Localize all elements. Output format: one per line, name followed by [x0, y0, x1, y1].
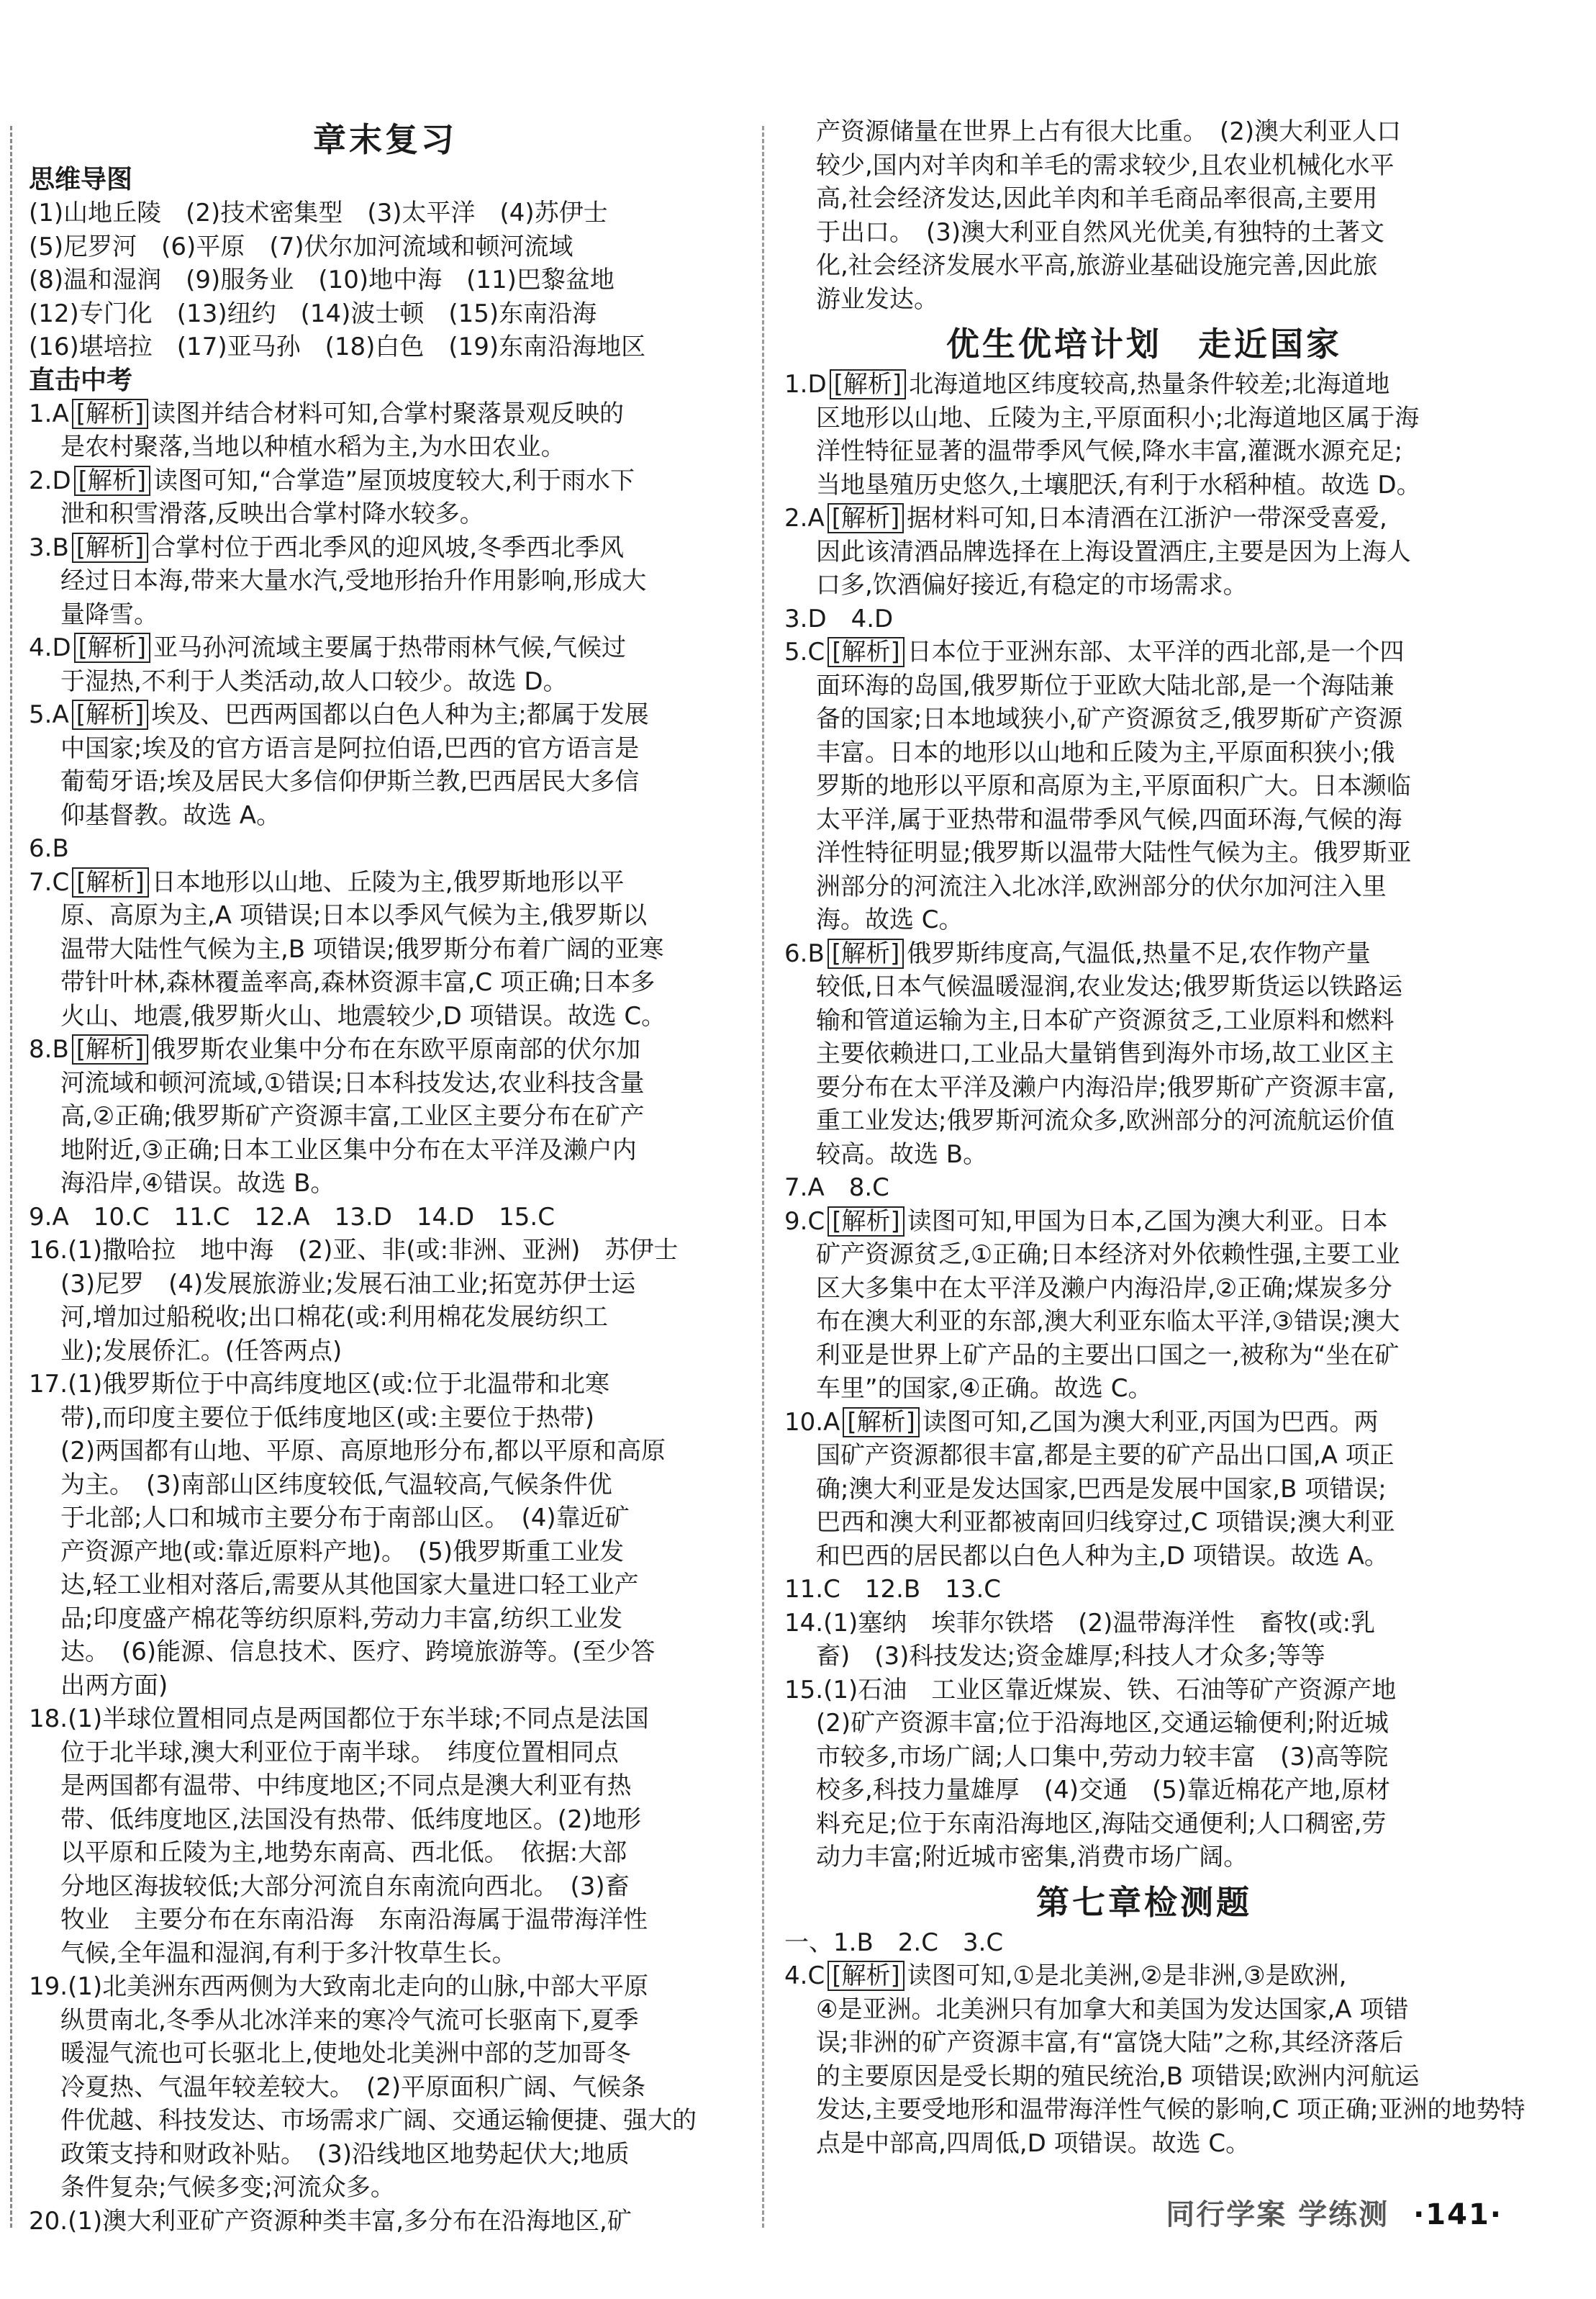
answer-continuation-line: 量降雪。	[60, 600, 158, 629]
answer-first-line	[784, 368, 1504, 402]
answer-item	[29, 531, 741, 632]
answer-text: (1)澳大利亚矿产资源种类丰富,多分布在沿海地区,矿	[68, 2206, 632, 2236]
answer-continuation-line: 和巴西的居民都以白色人种为主,D 项错误。故选 A。	[816, 1541, 1389, 1571]
answer-item	[29, 866, 741, 1034]
answer-number: 14.	[784, 1608, 824, 1638]
answer-continuation-line: 重工业发达;俄罗斯河流众多,欧洲部分的河流航运价值	[816, 1106, 1395, 1135]
answer-continuation-line: 布在澳大利亚的东部,澳大利亚东临太平洋,③错误;澳大	[816, 1307, 1400, 1336]
answer-first-line	[784, 636, 1504, 669]
answer-item	[784, 1171, 1504, 1205]
answer-text: (1)石油 工业区靠近煤炭、铁、石油等矿产资源产地	[823, 1675, 1397, 1704]
answer-item	[29, 1033, 741, 1201]
answer-continuation-line: 市较多,市场广阔;人口集中,劳动力较丰富 (3)高等院	[816, 1742, 1389, 1771]
answer-text: 读图并结合材料可知,合掌村聚落景观反映的	[151, 399, 625, 428]
analysis-tag: [解析]	[72, 867, 149, 898]
answer-continuation-line: 政策支持和财政补贴。 (3)沿线地区地势起伏大;地质	[60, 2139, 630, 2169]
answer-item	[29, 832, 741, 866]
answer-continuation-line: 达。 (6)能源、信息技术、医疗、跨境旅游等。(至少答	[60, 1638, 656, 1666]
answer-continuation-line: 要分布在太平洋及濑户内海沿岸;俄罗斯矿产资源丰富,	[816, 1072, 1395, 1102]
answer-continuation-line: 原、高原为主,A 项错误;日本以季风气候为主,俄罗斯以	[60, 901, 648, 930]
answer-item	[784, 1573, 1504, 1607]
answer-first-line	[29, 832, 741, 866]
answer-text: (1)塞纳 埃菲尔铁塔 (2)温带海洋性 畜牧(或:乳	[823, 1608, 1376, 1638]
column-divider	[762, 126, 764, 2228]
answer-continuation-line: 畜) (3)科技发达;资金雄厚;科技人才众多;等等	[816, 1642, 1325, 1671]
answer-first-line	[29, 698, 741, 732]
analysis-tag: [解析]	[843, 1407, 920, 1437]
answer-text: 俄罗斯农业集中分布在东欧平原南部的伏尔加	[151, 1035, 641, 1064]
answer-first-line	[784, 1573, 1504, 1607]
analysis-tag: [解析]	[828, 503, 904, 533]
answer-continuation-line: 火山、地震,俄罗斯火山、地震较少,D 项错误。故选 C。	[60, 1001, 666, 1031]
answer-text: 合掌村位于西北季风的迎风坡,冬季西北季风	[151, 533, 625, 562]
answer-continuation-line: 区大多集中在太平洋及濑户内海沿岸,②正确;煤炭多分	[816, 1273, 1392, 1303]
page-number: ·141·	[1413, 2198, 1502, 2231]
answer-text: 日本位于亚洲东部、太平洋的西北部,是一个四	[907, 638, 1405, 667]
answer-continuation-line: 于北部;人口和城市主要分布于南部山区。 (4)靠近矿	[60, 1504, 630, 1532]
mindmap-line: (1)山地丘陵 (2)技术密集型 (3)太平洋 (4)苏伊士	[29, 199, 608, 227]
answer-continuation-line: 温带大陆性气候为主,B 项错误;俄罗斯分布着广阔的亚寒	[60, 934, 664, 964]
mindmap-line: (12)专门化 (13)纽约 (14)波士顿 (15)东南沿海	[29, 299, 597, 328]
answer-first-line	[29, 2205, 741, 2239]
answer-number: 6.B	[784, 939, 825, 968]
footer-series: 学练测	[1298, 2198, 1389, 2231]
answer-item	[784, 937, 1504, 1172]
binding-margin-dashes	[10, 126, 12, 2228]
answer-continuation-line: 产资源产地(或:靠近原料产地)。 (5)俄罗斯重工业发	[60, 1537, 625, 1566]
answer-first-line	[784, 937, 1504, 971]
answer-number: 19.	[29, 1972, 68, 2001]
answer-number: 1.D	[784, 370, 827, 399]
answer-continuation-line: 国矿产资源都很丰富,都是主要的矿产品出口国,A 项正	[816, 1441, 1395, 1470]
answer-continuation-line: 地附近,③正确;日本工业区集中分布在太平洋及濑户内	[60, 1135, 637, 1165]
analysis-tag: [解析]	[72, 399, 149, 429]
answer-continuation-line: 发达,主要受地形和温带海洋性气候的影响,C 项正确;亚洲的地势特	[816, 2095, 1525, 2124]
continuation-line: 高,社会经济发达,因此羊肉和羊毛商品率很高,主要用	[816, 184, 1378, 213]
answer-continuation-line: 带、低纬度地区,法国没有热带、低纬度地区。(2)地形	[60, 1805, 641, 1834]
answer-first-line	[29, 1033, 741, 1067]
answer-first-line	[784, 1926, 1504, 1960]
answer-continuation-line: 当地垦殖历史悠久,土壤肥沃,有利于水稻种植。故选 D。	[816, 470, 1421, 500]
answer-first-line	[29, 1970, 741, 2004]
answer-continuation-line: 确;澳大利亚是发达国家,巴西是发展中国家,B 项错误;	[816, 1474, 1387, 1504]
answer-first-line	[29, 1368, 741, 1401]
answer-item	[784, 636, 1504, 937]
answer-number: 3.D 4.D	[784, 604, 894, 633]
answer-continuation-line: 中国家;埃及的官方语言是阿拉伯语,巴西的官方语言是	[60, 733, 640, 763]
answer-continuation-line: 输和管道运输为主,日本矿产资源贫乏,工业原料和燃料	[816, 1006, 1395, 1035]
answer-continuation-line: 料充足;位于东南沿海地区,海陆交通便利;人口稠密,劳	[816, 1809, 1387, 1838]
answer-continuation-line: 达,轻工业相对落后,需要从其他国家大量进口轻工业产	[60, 1571, 639, 1599]
footer-brand: 同行学案	[1166, 2198, 1287, 2231]
answer-text: 北海道地区纬度较高,热量条件较差;北海道地	[909, 370, 1390, 399]
answer-continuation-line: 出两方面)	[60, 1671, 168, 1700]
answer-number: 20.	[29, 2206, 68, 2236]
answer-continuation-line: 主要依赖进口,工业品大量销售到海外市场,故工业区主	[816, 1039, 1395, 1068]
answer-item	[29, 631, 741, 698]
answer-continuation-line: (2)矿产资源丰富;位于沿海地区,交通运输便利;附近城	[816, 1709, 1389, 1738]
section-title-chapter7-test: 第七章检测题	[1036, 1882, 1252, 1922]
mindmap-heading: 思维导图	[29, 165, 133, 194]
answer-item	[29, 397, 741, 464]
answer-number: 2.A	[784, 504, 825, 533]
answer-first-line	[784, 1674, 1504, 1707]
answer-item	[29, 698, 741, 832]
answer-item	[784, 502, 1504, 602]
answer-continuation-line: 海。故选 C。	[816, 905, 964, 934]
answer-number: 3.B	[29, 533, 69, 562]
analysis-tag: [解析]	[828, 1961, 904, 1991]
answer-number: 17.	[29, 1370, 68, 1399]
mindmap-line: (16)堪培拉 (17)亚马孙 (18)白色 (19)东南沿海地区	[29, 333, 646, 361]
answer-text: 日本地形以山地、丘陵为主,俄罗斯地形以平	[151, 867, 625, 897]
answer-first-line	[29, 397, 741, 431]
answer-continuation-line: 洲部分的河流注入北冰洋,欧洲部分的伏尔加河注入里	[816, 872, 1387, 901]
answer-continuation-line: 点是中部高,四周低,D 项错误。故选 C。	[816, 2128, 1251, 2158]
continuation-line: 游业发达。	[816, 284, 938, 314]
answer-continuation-line: 洋性特征显著的温带季风气候,降水丰富,灌溉水源充足;	[816, 437, 1403, 466]
answer-first-line	[29, 631, 741, 665]
answer-continuation-line: 较高。故选 B。	[816, 1139, 988, 1169]
answer-item	[29, 1368, 741, 1702]
answer-first-line	[784, 502, 1504, 536]
answer-text: (1)半球位置相同点是两国都位于东半球;不同点是法国	[68, 1704, 649, 1733]
answer-continuation-line: 高,②正确;俄罗斯矿产资源丰富,工业区主要分布在矿产	[60, 1102, 645, 1131]
answer-first-line	[784, 1205, 1504, 1239]
answer-text: (1)撒哈拉 地中海 (2)亚、非(或:非洲、亚洲) 苏伊士	[68, 1236, 679, 1265]
answer-number: 8.B	[29, 1035, 69, 1064]
answer-item	[29, 1201, 741, 1234]
answer-number: 2.D	[29, 466, 71, 495]
answer-text: 据材料可知,日本清酒在江浙沪一带深受喜爱,	[907, 504, 1387, 533]
answer-continuation-line: 因此该清酒品牌选择在上海设置酒庄,主要是因为上海人	[816, 537, 1411, 566]
answer-continuation-line: 校多,科技力量雄厚 (4)交通 (5)靠近棉花产地,原材	[816, 1776, 1390, 1805]
answer-continuation-line: 位于北半球,澳大利亚位于南半球。 纬度位置相同点	[60, 1738, 619, 1767]
answer-continuation-line: 泄和积雪滑落,反映出合掌村降水较多。	[60, 500, 484, 528]
answer-number: 16.	[29, 1236, 68, 1265]
answer-number: 11.C 12.B 13.C	[784, 1575, 1002, 1604]
answer-continuation-line: (2)两国都有山地、平原、高原地形分布,都以平原和高原	[60, 1437, 666, 1465]
section-title-country: 优生优培计划 走近国家	[946, 325, 1342, 363]
answer-number: 9.A 10.C 11.C 12.A 13.D 14.D 15.C	[29, 1202, 555, 1232]
answer-continuation-line: 动力丰富;附近城市密集,消费市场广阔。	[816, 1843, 1248, 1871]
answer-continuation-line: 海沿岸,④错误。故选 B。	[60, 1169, 335, 1198]
answer-continuation-line: 河流域和顿河流域,①错误;日本科技发达,农业科技含量	[60, 1068, 645, 1098]
answer-item	[784, 1205, 1504, 1406]
answer-first-line	[29, 464, 741, 498]
analysis-tag: [解析]	[828, 939, 904, 969]
answer-continuation-line: 利亚是世界上矿产品的主要出口国之一,被称为“坐在矿	[816, 1340, 1400, 1370]
answer-first-line	[784, 1607, 1504, 1640]
page-footer	[1166, 2192, 1502, 2233]
mindmap-answers	[29, 197, 741, 364]
analysis-tag: [解析]	[828, 637, 904, 667]
country-answer-list	[784, 368, 1504, 1874]
answer-continuation-line: 是两国都有温带、中纬度地区;不同点是澳大利亚有热	[60, 1771, 632, 1800]
continuation-line: 产资源储量在世界上占有很大比重。 (2)澳大利亚人口	[816, 117, 1402, 146]
answer-number: 7.A 8.C	[784, 1173, 889, 1202]
answer-item	[784, 602, 1504, 636]
answer-number: 1.A	[29, 399, 69, 428]
analysis-tag: [解析]	[74, 466, 151, 496]
answer-continuation-line: 丰富。日本的地形以山地和丘陵为主,平原面积狭小;俄	[816, 738, 1395, 767]
answer-continuation-line: 为主。 (3)南部山区纬度较低,气温较高,气候条件优	[60, 1470, 612, 1499]
answer-continuation-line: 牧业 主要分布在东南沿海 东南沿海属于温带海洋性	[60, 1905, 648, 1934]
answer-item	[784, 1926, 1504, 1960]
continuation-line: 化,社会经济发展水平高,旅游业基础设施完善,因此旅	[816, 251, 1378, 280]
exam-heading: 直击中考	[29, 365, 133, 395]
mindmap-line: (8)温和湿润 (9)服务业 (10)地中海 (11)巴黎盆地	[29, 266, 615, 294]
answer-first-line	[784, 1406, 1504, 1440]
answer-item	[784, 1607, 1504, 1674]
answer-continuation-line: 以平原和丘陵为主,地势东南高、西北低。 依据:大部	[60, 1838, 627, 1867]
continuation-line: 较少,国内对羊肉和羊毛的需求较少,且农业机械化水平	[816, 150, 1395, 180]
answer-continuation-line: 较低,日本气候温暖湿润,农业发达;俄罗斯货运以铁路运	[816, 972, 1403, 1001]
answer-continuation-line: 带),而印度主要位于低纬度地区(或:主要位于热带)	[60, 1403, 595, 1432]
answer-continuation-line: 仰基督教。故选 A。	[60, 800, 281, 830]
answer-item	[29, 1970, 741, 2205]
answer-continuation-line: 品;印度盛产棉花等纺织原料,劳动力丰富,纺织工业发	[60, 1604, 623, 1633]
answer-first-line	[29, 1702, 741, 1736]
answer-number: 4.D	[29, 633, 71, 662]
answer-continuation-line: 口多,饮酒偏好接近,有稳定的市场需求。	[816, 571, 1248, 600]
answer-continuation-line: 罗斯的地形以平原和高原为主,平原面积广大。日本濒临	[816, 772, 1411, 800]
answer-number: 4.C	[784, 1961, 825, 1990]
exam-answer-list	[29, 397, 741, 2239]
answer-item	[29, 1702, 741, 1970]
answer-continuation-line: 分地区海拔较低;大部分河流自东南流向西北。 (3)畜	[60, 1871, 630, 1901]
answer-continuation-line: 件优越、科技发达、市场需求广阔、交通运输便捷、强大的	[60, 2106, 697, 2135]
answer-continuation-line: 业);发展侨汇。(任答两点)	[60, 1336, 343, 1365]
answer-continuation-line: 冷夏热、气温年较差较大。 (2)平原面积广阔、气候条	[60, 2072, 646, 2102]
answer-continuation-line: 巴西和澳大利亚都被南回归线穿过,C 项错误;澳大利亚	[816, 1508, 1395, 1537]
answer-first-line	[784, 1959, 1504, 1993]
answer-continuation-line: 暖湿气流也可长驱北上,使地处北美洲中部的芝加哥冬	[60, 2039, 631, 2068]
answer-text: 读图可知,甲国为日本,乙国为澳大利亚。日本	[907, 1206, 1388, 1236]
answer-number: 9.C	[784, 1206, 825, 1236]
answer-continuation-line: 太平洋,属于亚热带和温带季风气候,四面环海,气候的海	[816, 805, 1402, 834]
answer-text: (1)北美洲东西两侧为大致南北走向的山脉,中部大平原	[68, 1972, 649, 2001]
analysis-tag: [解析]	[72, 533, 149, 563]
answer-item	[29, 464, 741, 531]
left-column	[29, 112, 741, 2238]
answer-first-line	[784, 602, 1504, 636]
q20-continuation	[784, 115, 1504, 316]
answer-text: (1)俄罗斯位于中高纬度地区(或:位于北温带和北寒	[68, 1370, 609, 1399]
answer-continuation-line: 误;非洲的矿产资源丰富,有“富饶大陆”之称,其经济落后	[816, 2028, 1404, 2057]
continuation-line: 于出口。 (3)澳大利亚自然风光优美,有独特的土著文	[816, 217, 1384, 247]
analysis-tag: [解析]	[72, 700, 149, 730]
answer-item	[29, 2205, 741, 2239]
answer-text: 埃及、巴西两国都以白色人种为主;都属于发展	[151, 700, 649, 729]
answer-continuation-line: 区地形以山地、丘陵为主,平原面积小;北海道地区属于海	[816, 403, 1420, 433]
answer-continuation-line: 面环海的岛国,俄罗斯位于亚欧大陆北部,是一个海陆兼	[816, 671, 1395, 700]
answer-continuation-line: 条件复杂;气候多变;河流众多。	[60, 2173, 395, 2202]
answer-number: 10.A	[784, 1407, 840, 1437]
answer-continuation-line: 洋性特征明显;俄罗斯以温带大陆性气候为主。俄罗斯亚	[816, 839, 1412, 867]
answer-continuation-line: 备的国家;日本地域狭小,矿产资源贫乏,俄罗斯矿产资源	[816, 705, 1403, 733]
answer-continuation-line: 的主要原因是受长期的殖民统治,B 项错误;欧洲内河航运	[816, 2061, 1420, 2091]
mindmap-line: (5)尼罗河 (6)平原 (7)伏尔加河流域和顿河流域	[29, 232, 573, 261]
chapter-review-title: 章末复习	[313, 120, 457, 159]
answer-number: 15.	[784, 1675, 824, 1704]
answer-item	[784, 1959, 1525, 2160]
answer-first-line	[29, 1234, 741, 1268]
answer-number: 5.C	[784, 638, 825, 667]
answer-continuation-line: 纵贯南北,冬季从北冰洋来的寒冷气流可长驱南下,夏季	[60, 2005, 639, 2035]
analysis-tag: [解析]	[72, 1034, 149, 1065]
answer-text: 读图可知,“合掌造”屋顶坡度较大,利于雨水下	[153, 466, 635, 495]
answer-continuation-line: ④是亚洲。北美洲只有加拿大和美国为发达国家,A 项错	[816, 1995, 1409, 2024]
answer-text: 读图可知,乙国为澳大利亚,丙国为巴西。两	[922, 1407, 1379, 1437]
answer-item	[29, 1234, 741, 1368]
answer-first-line	[29, 866, 741, 900]
answer-continuation-line: 河,增加过船税收;出口棉花(或:利用棉花发展纺织工	[60, 1303, 608, 1332]
answer-continuation-line: 是农村聚落,当地以种植水稻为主,为水田农业。	[60, 433, 566, 461]
answer-text: 读图可知,①是北美洲,②是非洲,③是欧洲,	[907, 1961, 1347, 1990]
analysis-tag: [解析]	[828, 1206, 904, 1237]
answer-number: 18.	[29, 1704, 68, 1733]
right-column	[784, 115, 1525, 2160]
answer-continuation-line: 气候,全年温和湿润,有利于多汁牧草生长。	[60, 1938, 517, 1968]
answer-item	[784, 1406, 1504, 1573]
answer-continuation-line: 带针叶林,森林覆盖率高,森林资源丰富,C 项正确;日本多	[60, 968, 656, 997]
answer-first-line	[29, 1201, 741, 1234]
answer-number: 5.A	[29, 700, 69, 729]
answer-continuation-line: 于湿热,不利于人类活动,故人口较少。故选 D。	[60, 667, 568, 696]
answer-text: 亚马孙河流域主要属于热带雨林气候,气候过	[153, 633, 626, 662]
analysis-tag: [解析]	[74, 633, 151, 663]
answer-continuation-line: (3)尼罗 (4)发展旅游业;发展石油工业;拓宽苏伊士运	[60, 1269, 636, 1298]
answer-continuation-line: 车里”的国家,④正确。故选 C。	[816, 1374, 1153, 1403]
answer-item	[784, 1674, 1504, 1874]
analysis-tag: [解析]	[830, 369, 907, 399]
answer-first-line	[784, 1171, 1504, 1205]
answer-continuation-line: 葡萄牙语;埃及居民大多信仰伊斯兰教,巴西居民大多信	[60, 767, 640, 796]
answer-first-line	[29, 531, 741, 565]
answer-item	[784, 368, 1504, 502]
answer-number: 7.C	[29, 867, 70, 897]
chapter7-answer-list	[784, 1926, 1525, 2161]
answer-continuation-line: 矿产资源贫乏,①正确;日本经济对外依赖性强,主要工业	[816, 1240, 1400, 1269]
answer-number: 6.B	[29, 834, 69, 863]
answer-number: 一、1.B 2.C 3.C	[784, 1928, 1004, 1957]
answer-text: 俄罗斯纬度高,气温低,热量不足,农作物产量	[907, 939, 1371, 968]
answer-continuation-line: 经过日本海,带来大量水汽,受地形抬升作用影响,形成大	[60, 566, 647, 595]
